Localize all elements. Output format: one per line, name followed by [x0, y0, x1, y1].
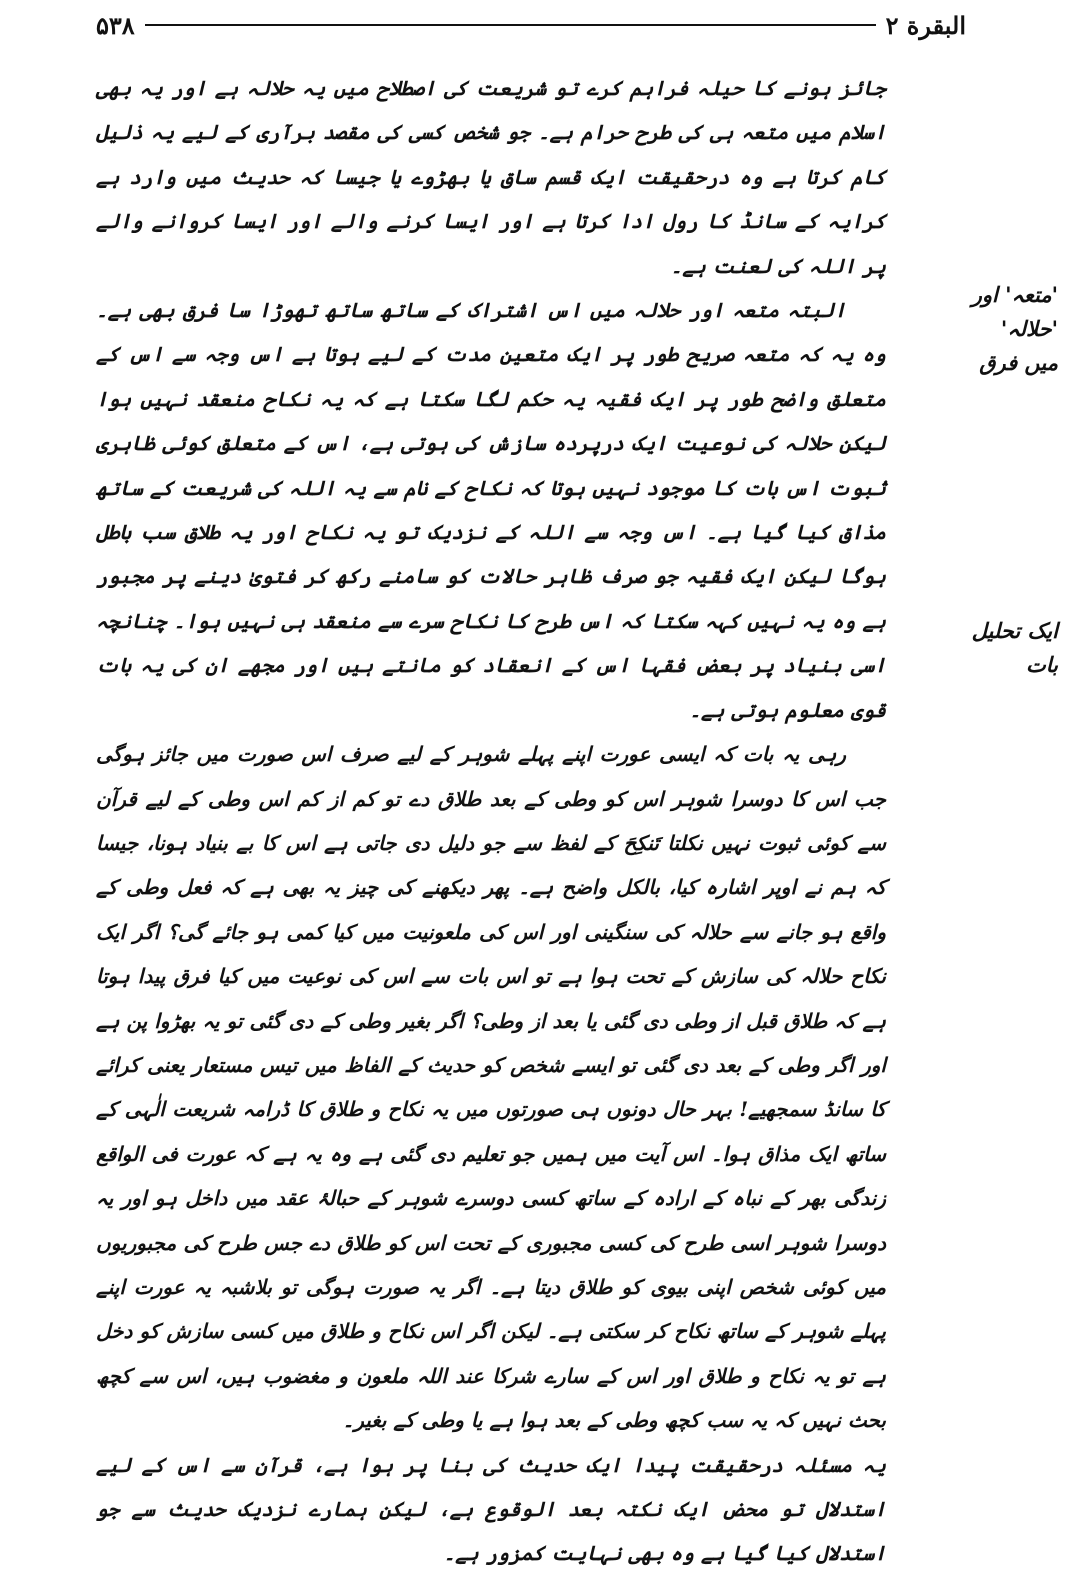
margin-note-line: ایک تحلیل: [971, 618, 1058, 643]
running-head: [96, 8, 966, 42]
page-number: ۵۳۸: [96, 10, 135, 40]
paragraph: البتہ متعہ اور حلالہ میں اس اشتراک کے ساتھ ساتھ تھوڑا سا فرق بھی ہے۔ وہ یہ کہ متعہ صریح طور پر ایک متعین مدت کے لیے ہوتا ہے اس وجہ سے اس کے متعلق واضح طور پر ایک فقیہ یہ حکم لگا سکتا ہے کہ یہ نکاح منعقد نہیں ہوا لیکن حلالہ کی نوعیت ایک درپردہ سازش کی ہوتی ہے، اس کے متعلق کوئی ظاہری ثبوت اس بات کا موجود نہیں ہوتا کہ نکاح کے نام سے یہ اللہ کی شریعت کے ساتھ مذاق کیا گیا ہے۔ اس وجہ سے اللہ کے نزدیک تو یہ نکاح اور یہ طلاق سب باطل ہوگا لیکن ایک فقیہ جو صرف ظاہر حالات کو سامنے رکھ کر فتویٰ دینے پر مجبور ہے وہ یہ نہیں کہہ سکتا کہ اس طرح کا نکاح سرے سے منعقد ہی نہیں ہوا۔ چنانچہ اسی بنیاد پر بعض فقہا اس کے انعقاد کو مانتے ہیں اور مجھے ان کی یہ بات قوی معلوم ہوتی ہے۔: [96, 298, 886, 722]
margin-note-line: 'حلالہ': [1000, 316, 1058, 341]
paragraph: یہ مسئلہ درحقیقت پیدا ایک حدیث کی بنا پر ہوا ہے، قرآن سے اس کے لیے استدلال تو محض ایک نکتہ بعد الوقوع ہے، لیکن ہمارے نزدیک حدیث سے جو استدلال کیا گیا ہے وہ بھی نہایت کمزور ہے۔: [96, 1452, 886, 1566]
margin-note-tahlil: [888, 614, 1058, 682]
margin-note-line: 'متعہ' اور: [971, 282, 1058, 307]
paragraph: رہی یہ بات کہ ایسی عورت اپنے پہلے شوہر کے لیے صرف اس صورت میں جائز ہوگی جب اس کا دوسرا شوہر اس کو وطی کے بعد طلاق دے تو کم از کم اس وطی کے لیے قرآن سے کوئی ثبوت نہیں نکلتا تَنكِحَ کے لفظ سے جو دلیل دی جاتی ہے اس کا بے بنیاد ہونا، جیسا کہ ہم نے اوپر اشارہ کیا، بالکل واضح ہے۔ پھر دیکھنے کی چیز یہ بھی ہے کہ فعل وطی کے واقع ہو جانے سے حلالہ کی سنگینی اور اس کی ملعونیت میں کیا کمی ہو جائے گی؟ اگر ایک نکاح حلالہ کی سازش کے تحت ہوا ہے تو اس بات سے اس کی نوعیت میں کیا فرق پیدا ہوتا ہے کہ طلاق قبل از وطی دی گئی یا بعد از وطی؟ اگر بغیر وطی کے دی گئی تو یہ بھڑوا پن ہے اور اگر وطی کے بعد دی گئی تو ایسے شخص کو حدیث کے الفاظ میں تیس مستعار یعنی کرائے کا سانڈ سمجھیے! بہر حال دونوں ہی صورتوں میں یہ نکاح و طلاق کا ڈرامہ شریعت الٰہی کے ساتھ ایک مذاق ہوا۔ اس آیت میں ہمیں جو تعلیم دی گئی ہے وہ یہ ہے کہ عورت فی الواقع زندگی بھر کے نباہ کے ارادہ کے ساتھ کسی دوسرے شوہر کے حبالۂ عقد میں داخل ہو اور یہ دوسرا شوہر اسی طرح کی کسی مجبوری کے تحت اس کو طلاق دے جس طرح کی مجبوریوں میں کوئی شخص اپنی بیوی کو طلاق دیتا ہے۔ اگر یہ صورت ہوگی تو بلاشبہ یہ عورت اپنے پہلے شوہر کے ساتھ نکاح کر سکتی ہے۔ لیکن اگر اس نکاح و طلاق میں کسی سازش کو دخل ہے تو یہ نکاح و طلاق اور اس کے سارے شرکا عند اللہ ملعون و مغضوب ہیں، اس سے کچھ بحث نہیں کہ یہ سب کچھ وطی کے بعد ہوا ہے یا وطی کے بغیر۔: [96, 742, 886, 1433]
paragraph: جائز ہونے کا حیلہ فراہم کرے تو شریعت کی اصطلاح میں یہ حلالہ ہے اور یہ بھی اسلام میں متعہ ہی کی طرح حرام ہے۔ جو شخص کسی کی مقصد برآری کے لیے یہ ذلیل کام کرتا ہے وہ درحقیقت ایک قسم ساق یا بھڑوے یا جیسا کہ حدیث میں وارد ہے کرایہ کے سانڈ کا رول ادا کرتا ہے اور ایسا کرنے والے اور ایسا کروانے والے پر اللہ کی لعنت ہے۔: [96, 76, 886, 278]
header-rule: [145, 24, 876, 26]
surah-title: البقرة ۲: [885, 10, 966, 40]
margin-note-line: بات: [1025, 652, 1058, 677]
margin-note-line: میں فرق: [979, 350, 1058, 375]
body-text: [96, 66, 886, 1576]
margin-note-mutah-halala: [888, 278, 1058, 380]
